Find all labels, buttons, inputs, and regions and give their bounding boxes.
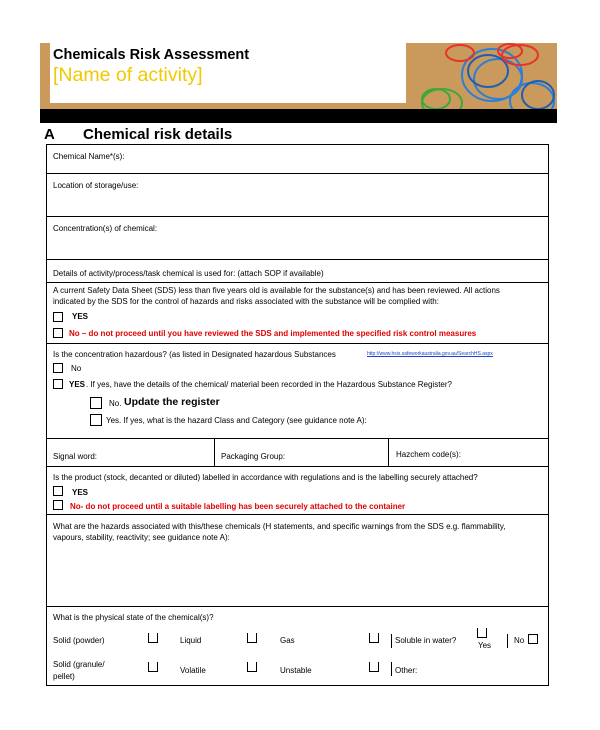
update-register-action: Update the register [124, 396, 220, 408]
soluble-yes-no-divider [507, 634, 508, 648]
sds-question-line1: A current Safety Data Sheet (SDS) less than five years old is available for the substance(s) and has been reviewed. All actions [53, 286, 500, 295]
register-yes-checkbox[interactable] [90, 414, 102, 426]
sds-question-line2: indicated by the SDS for the control of hazards and risks associated with the substance will be complied with: [53, 297, 439, 306]
soluble-no-checkbox[interactable] [528, 634, 538, 644]
hazardous-yes-prefix: YES [69, 380, 86, 389]
liquid-label: Liquid [180, 636, 202, 645]
hazardous-yes-checkbox[interactable] [53, 379, 63, 389]
signal-word-label: Signal word: [53, 452, 98, 461]
labelling-row [46, 466, 549, 515]
solid-powder-label: Solid (powder) [53, 636, 105, 645]
codes-divider-1 [214, 439, 215, 466]
concentration-row[interactable] [46, 216, 549, 260]
hazardous-question: Is the concentration hazardous? (as listed in Designated hazardous Substances [53, 350, 336, 359]
banner-strip [40, 109, 557, 123]
volatile-label: Volatile [180, 666, 206, 675]
location-label: Location of storage/use: [53, 181, 139, 190]
document-title: Chemicals Risk Assessment [53, 47, 250, 63]
sds-row [46, 282, 549, 344]
concentration-label: Concentration(s) of chemical: [53, 224, 158, 233]
unstable-label: Unstable [280, 666, 312, 675]
other-divider [391, 662, 392, 676]
other-label: Other: [395, 666, 418, 675]
hazards-question-line2: vapours, stability, reactivity; see guidance note A): [53, 533, 230, 542]
gas-label: Gas [280, 636, 295, 645]
chemical-name-label: Chemical Name*(s): [53, 152, 125, 161]
register-no-label: No. [109, 399, 122, 408]
labelling-yes-checkbox[interactable] [53, 486, 63, 496]
activity-name-placeholder[interactable]: [Name of activity] [53, 64, 203, 86]
soluble-yes-checkbox[interactable] [477, 628, 487, 638]
solid-granule-label-line1: Solid (granule/ [53, 660, 105, 669]
soluble-divider [391, 634, 392, 648]
hazardous-no-checkbox[interactable] [53, 363, 63, 373]
hazchem-code-label: Hazchem code(s): [396, 450, 461, 459]
solid-granule-checkbox[interactable] [148, 662, 158, 672]
hazardous-no-label: No [71, 364, 82, 373]
liquid-checkbox[interactable] [247, 633, 257, 643]
volatile-checkbox[interactable] [247, 662, 257, 672]
labelling-yes-label: YES [72, 488, 89, 497]
codes-divider-2 [388, 439, 389, 466]
sds-yes-checkbox[interactable] [53, 312, 63, 322]
physical-state-row [46, 606, 549, 686]
physical-top-rule [47, 606, 477, 607]
location-row[interactable] [46, 173, 549, 217]
solid-granule-label-line2: pellet) [53, 672, 75, 681]
section-title: Chemical risk details [83, 126, 233, 143]
hazardous-substances-link[interactable]: http://www.hsis.safeworkaustralia.gov.au/SearchHS.aspx [367, 351, 493, 357]
labelling-no-checkbox[interactable] [53, 500, 63, 510]
register-yes-text: Yes. If yes, what is the hazard Class and Category (see guidance note A): [106, 416, 367, 425]
physical-question: What is the physical state of the chemical(s)? [53, 613, 214, 622]
soluble-no-label: No [514, 636, 525, 645]
details-row[interactable] [46, 259, 549, 283]
labelling-no-warning: No- do not proceed until a suitable labelling has been securely attached to the container [70, 502, 406, 511]
packaging-group-label: Packaging Group: [221, 452, 286, 461]
soluble-yes-label: Yes [478, 641, 492, 650]
section-letter: A [44, 126, 55, 143]
soluble-label: Soluble in water? [395, 636, 457, 645]
sds-no-checkbox[interactable] [53, 328, 63, 338]
labelling-question: Is the product (stock, decanted or diluted) labelled in accordance with regulations and is the labelling securely attached? [53, 473, 478, 482]
chemical-name-row[interactable] [46, 144, 549, 174]
hazards-question-line1: What are the hazards associated with this/these chemicals (H statements, and specific warnings from the SDS e.g. flammability, [53, 522, 506, 531]
register-no-checkbox[interactable] [90, 397, 102, 409]
details-label: Details of activity/process/task chemical is used for: (attach SOP if available) [53, 269, 324, 278]
unstable-checkbox[interactable] [369, 662, 379, 672]
hazardous-row [46, 343, 549, 439]
hazardous-yes-text: . If yes, have the details of the chemical/ material been recorded in the Hazardous Substance Register? [86, 380, 452, 389]
codes-row [46, 438, 549, 467]
sds-yes-label: YES [72, 312, 89, 321]
sds-no-warning: No – do not proceed until you have reviewed the SDS and implemented the specified risk control measures [69, 329, 477, 338]
solid-powder-checkbox[interactable] [148, 633, 158, 643]
gas-checkbox[interactable] [369, 633, 379, 643]
hazards-row[interactable] [46, 514, 549, 607]
